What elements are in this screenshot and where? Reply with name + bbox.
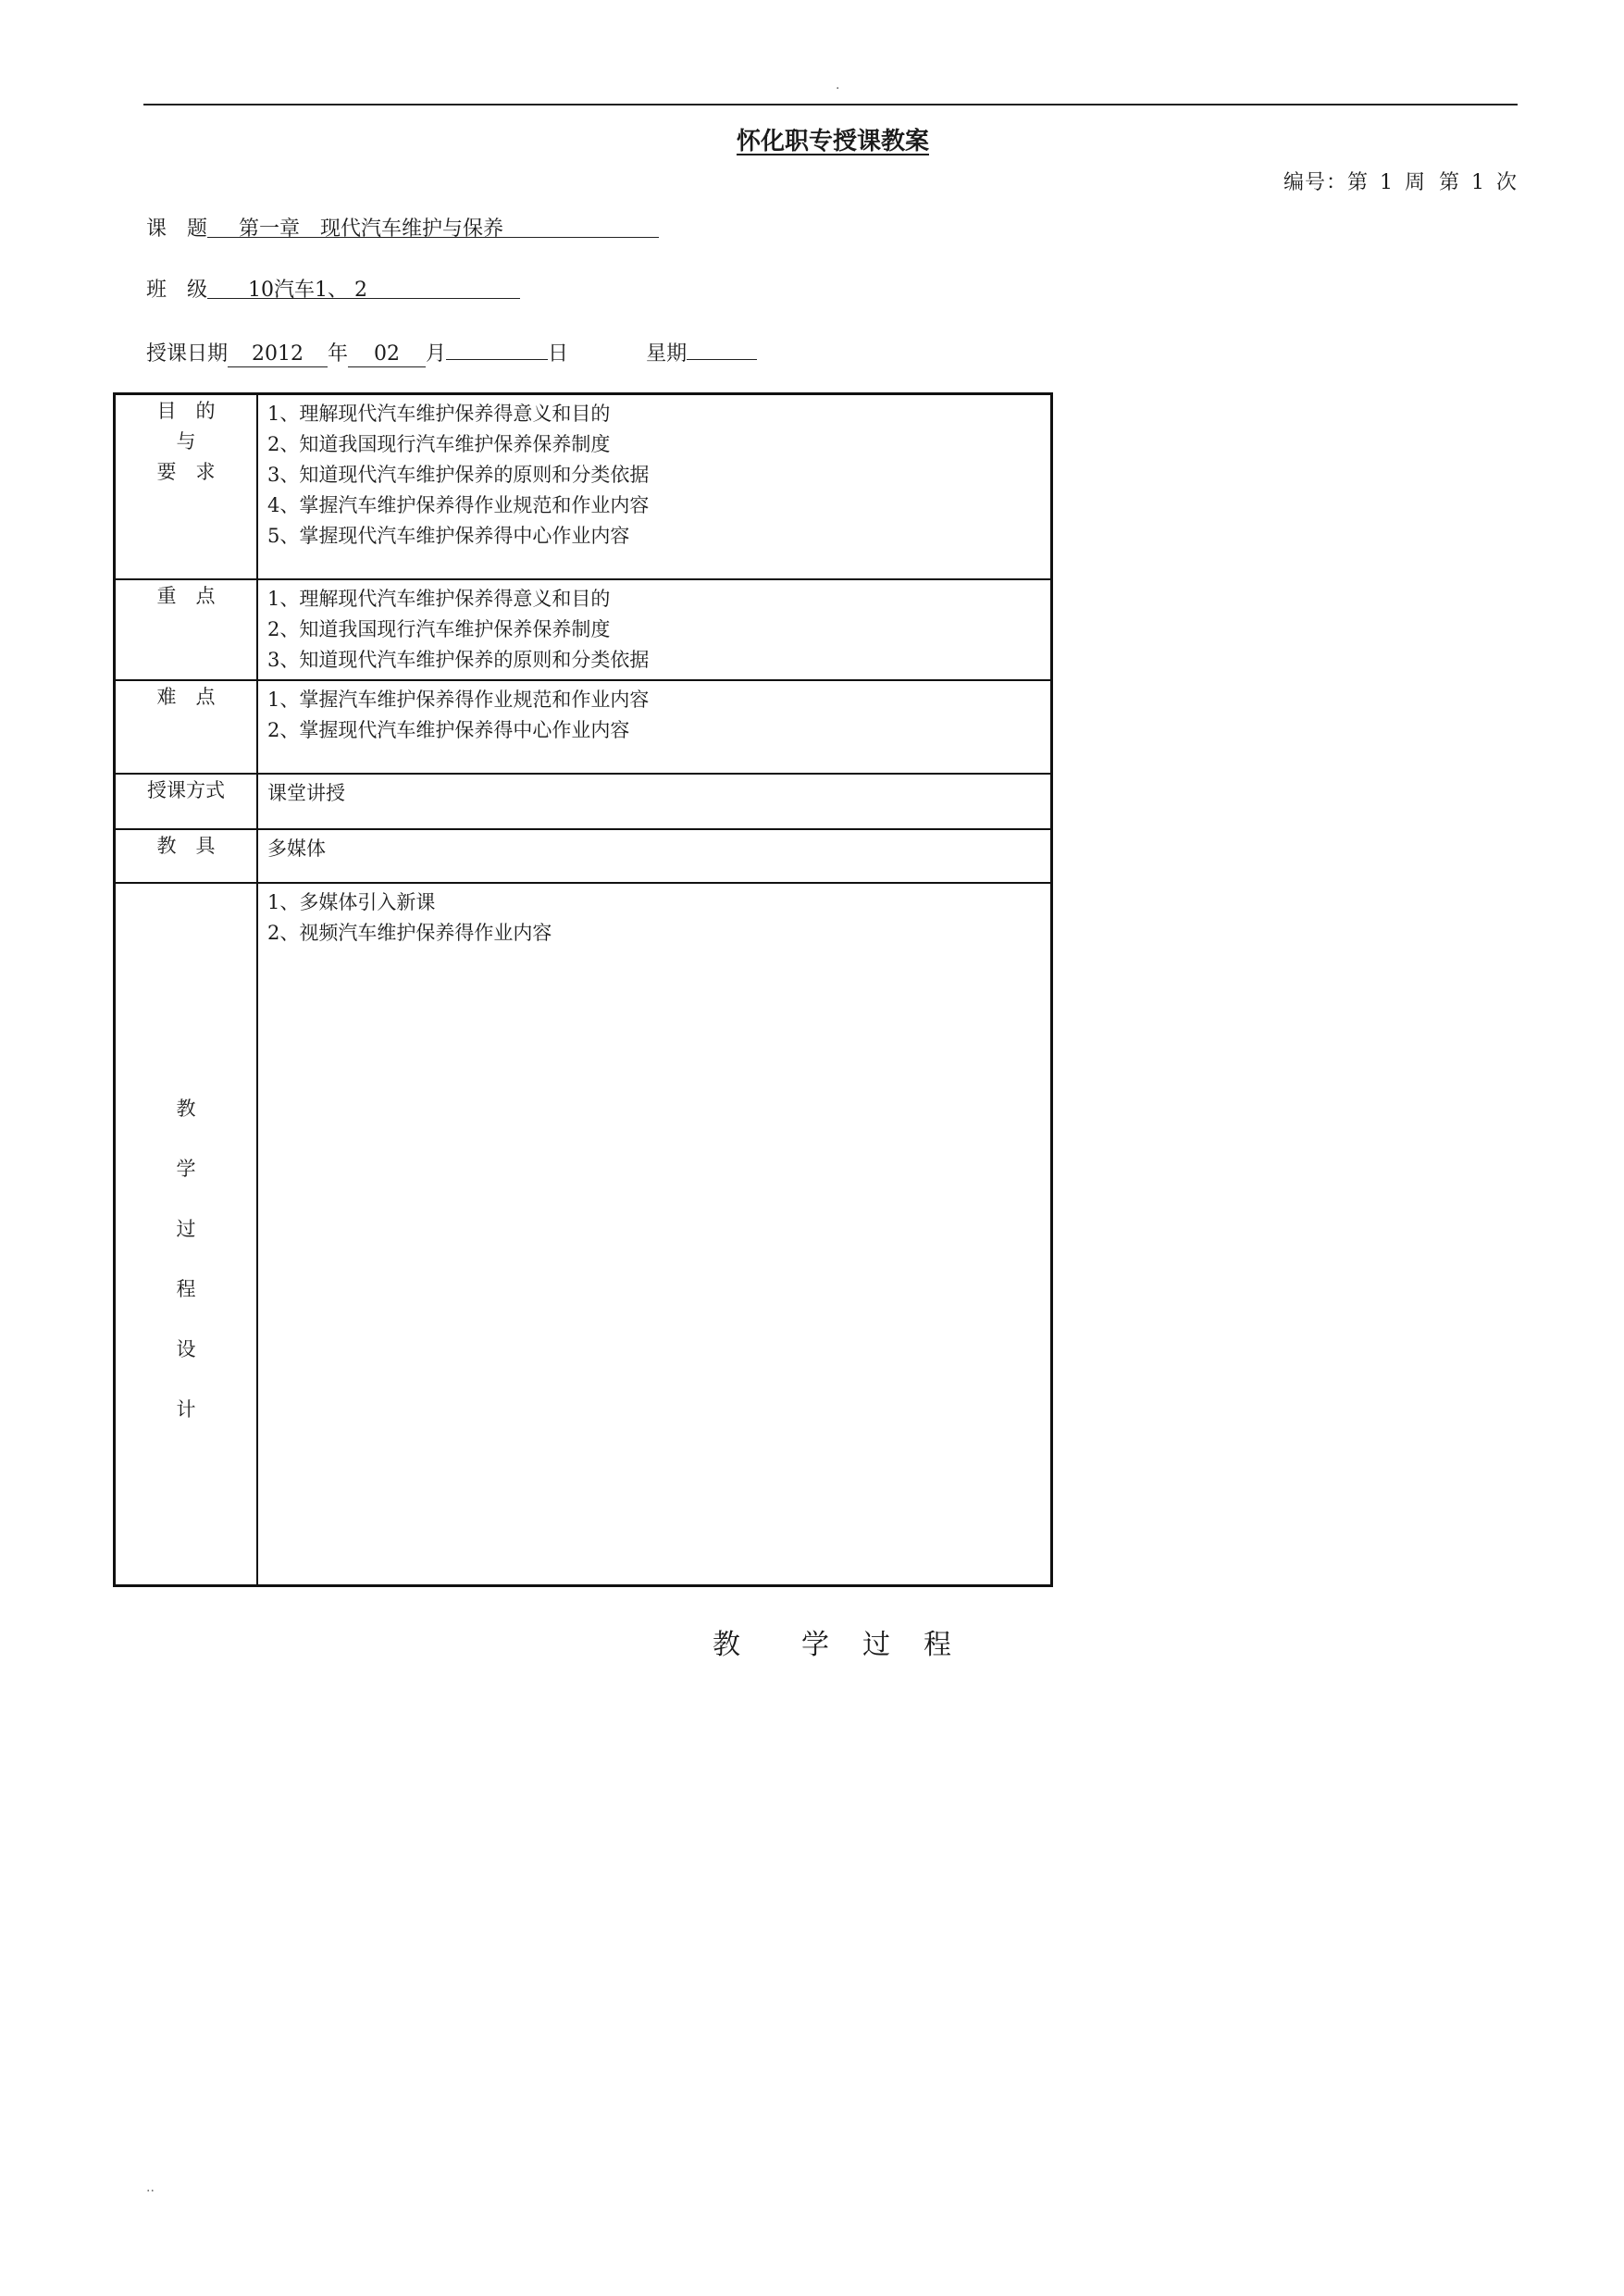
serial-week: 1 <box>1379 171 1394 194</box>
topic-text: 第一章 现代汽车维护与保养 <box>239 217 504 241</box>
date-label: 授课日期 <box>146 342 229 366</box>
serial-number <box>1283 167 1518 195</box>
goals-content[interactable] <box>257 394 1052 579</box>
bottom-mark: .. <box>146 2180 155 2195</box>
lesson-plan-table <box>113 392 1053 1587</box>
tools-label: 教 具 <box>115 829 258 883</box>
goals-item: 1、理解现代汽车维护保养得意义和目的 <box>267 403 611 425</box>
tools-value: 多媒体 <box>267 837 326 860</box>
method-row <box>115 774 1052 829</box>
goals-label-line-2: 与 <box>176 430 196 453</box>
key-points-item: 1、理解现代汽车维护保养得意义和目的 <box>267 587 611 610</box>
key-points-row <box>115 579 1052 680</box>
difficulties-label: 难 点 <box>115 680 258 774</box>
goals-item: 3、知道现代汽车维护保养的原则和分类依据 <box>267 464 650 486</box>
process-label-char: 设 <box>176 1337 196 1360</box>
day-unit: 日 <box>548 342 569 366</box>
method-value: 课堂讲授 <box>267 781 345 804</box>
goals-item: 5、掌握现代汽车维护保养得中心作业内容 <box>267 525 630 547</box>
header-rule <box>143 104 1518 105</box>
goals-item: 2、知道我国现行汽车维护保养保养制度 <box>267 433 611 455</box>
method-label: 授课方式 <box>115 774 258 829</box>
year-unit: 年 <box>328 342 349 366</box>
serial-session: 1 <box>1470 171 1485 194</box>
serial-session-unit: 次 <box>1495 171 1518 194</box>
difficulties-item: 1、掌握汽车维护保养得作业规范和作业内容 <box>267 688 650 711</box>
process-label-char: 学 <box>176 1157 196 1180</box>
key-points-content[interactable] <box>257 579 1052 680</box>
process-label-char: 计 <box>176 1397 196 1421</box>
topic-value[interactable] <box>207 213 659 241</box>
process-item: 1、多媒体引入新课 <box>267 890 436 913</box>
difficulties-item: 2、掌握现代汽车维护保养得中心作业内容 <box>267 718 630 741</box>
tools-content[interactable] <box>257 829 1052 883</box>
process-row <box>115 883 1052 1586</box>
serial-ord: 第 <box>1438 171 1460 194</box>
key-points-item: 2、知道我国现行汽车维护保养保养制度 <box>267 617 611 640</box>
class-value[interactable] <box>207 274 520 302</box>
month-unit: 月 <box>426 342 447 366</box>
key-points-label: 重 点 <box>115 579 258 680</box>
key-points-item: 3、知道现代汽车维护保养的原则和分类依据 <box>267 648 650 671</box>
goals-label-line-3: 要 求 <box>156 461 216 483</box>
goals-label-line-1: 目 的 <box>156 400 216 422</box>
process-heading <box>713 1621 985 1662</box>
difficulties-content[interactable] <box>257 680 1052 774</box>
process-heading-char: 学 <box>801 1629 837 1661</box>
difficulties-row <box>115 680 1052 774</box>
process-heading-char: 过 <box>862 1629 898 1661</box>
topic-label: 课 题 <box>146 217 208 241</box>
goals-label <box>115 394 258 579</box>
day-value[interactable] <box>446 335 548 360</box>
date-field <box>146 335 757 367</box>
process-item: 2、视频汽车维护保养得作业内容 <box>267 921 552 944</box>
method-content[interactable] <box>257 774 1052 829</box>
page-title: 怀化职专授课教案 <box>736 128 929 155</box>
process-label-char: 程 <box>176 1277 196 1300</box>
class-label: 班 级 <box>146 279 208 302</box>
serial-prefix: 编号：第 <box>1283 171 1369 194</box>
weekday-value[interactable] <box>687 335 757 360</box>
top-mark: . <box>836 78 840 93</box>
process-heading-char: 教 <box>713 1629 748 1661</box>
process-label <box>115 883 258 1586</box>
class-text: 10汽车1、 2 <box>248 279 367 302</box>
process-label-char: 教 <box>176 1097 196 1120</box>
serial-week-unit: 周 <box>1404 171 1426 194</box>
month-value[interactable]: 02 <box>348 342 426 367</box>
topic-field <box>146 213 659 242</box>
weekday-label: 星期 <box>646 342 688 366</box>
process-content[interactable] <box>257 883 1052 1586</box>
year-value[interactable]: 2012 <box>228 342 328 367</box>
process-heading-char: 程 <box>924 1629 959 1661</box>
tools-row <box>115 829 1052 883</box>
class-field <box>146 274 520 303</box>
process-label-char: 过 <box>176 1217 196 1240</box>
goals-row <box>115 394 1052 579</box>
goals-item: 4、掌握汽车维护保养得作业规范和作业内容 <box>267 494 650 516</box>
